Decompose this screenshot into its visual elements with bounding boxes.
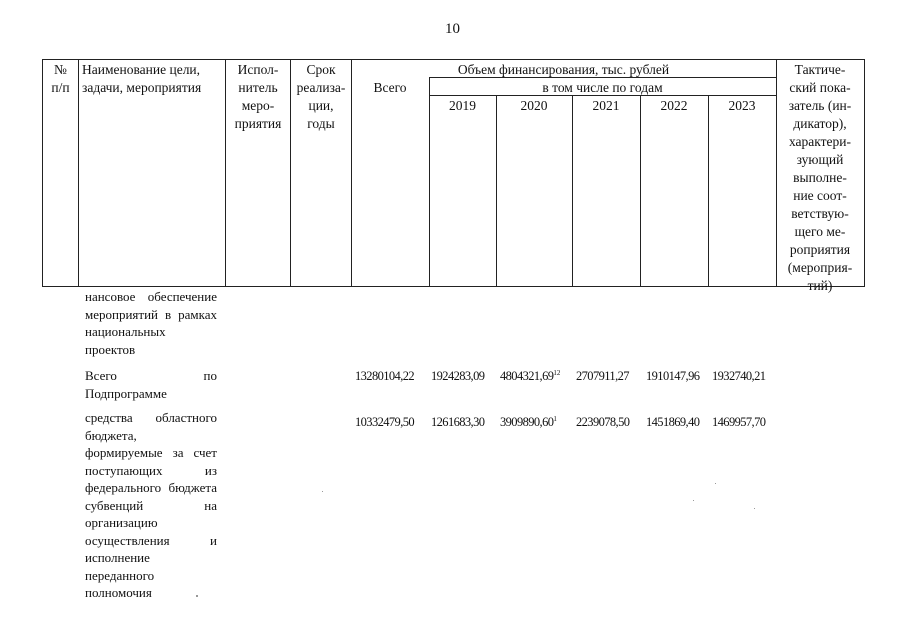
header-year-2021: 2021: [592, 98, 620, 113]
scan-speck: [754, 508, 755, 509]
scan-speck: [322, 491, 323, 492]
row-label: Всего по Подпрограмме: [85, 368, 217, 401]
cell-2019: 1261683,30: [431, 415, 485, 429]
header-period: Срок реализа- ции, годы: [296, 62, 346, 131]
cell-2020: 3909890,60$^1$: [500, 415, 557, 430]
header-funding-title: Объем финансирования, тыс. рублей: [457, 62, 670, 77]
continuation-text: нансовое обеспечение мероприятий в рамках национальных проектов: [85, 289, 217, 357]
cell-2022: 1910147,96: [646, 369, 700, 383]
footnote-marker: 1: [553, 415, 557, 423]
cell-total: 10332479,50: [355, 415, 415, 429]
scan-speck: [196, 595, 198, 597]
header-executor: Испол- нитель меро- приятия: [234, 62, 282, 131]
cell-2021: 2239078,50: [576, 415, 630, 429]
cell-2021: 2707911,27: [576, 369, 629, 383]
cell-2019: 1924283,09: [431, 369, 485, 383]
cell-2023: 1469957,70: [712, 415, 766, 429]
cell-2023: 1932740,21: [712, 369, 766, 383]
cell-2020: 4804321,69$^{12}$: [500, 369, 561, 384]
header-year-2022: 2022: [660, 98, 688, 113]
header-year-2023: 2023: [728, 98, 756, 113]
header-year-2020: 2020: [520, 98, 548, 113]
header-years-subtitle: в том числе по годам: [542, 80, 663, 95]
cell-2022: 1451869,40: [646, 415, 700, 429]
header-total: Всего: [373, 80, 407, 95]
scan-speck: [715, 483, 716, 484]
cell-total: 13280104,22: [355, 369, 415, 383]
header-number: № п/п: [51, 62, 70, 95]
header-name: Наименование цели, задачи, мероприятия: [82, 62, 202, 95]
header-year-2019: 2019: [449, 98, 476, 113]
row-label: средства областного бюджета, формируемые за счет поступающих из федерального бюджета субвенций на организацию осуществления и исполнение переданного полномочия: [85, 410, 217, 600]
page-number: 10: [445, 21, 460, 37]
scan-speck: [693, 500, 694, 501]
header-indicator: Тактиче- ский пока- затель (ин- дикатор), характери- зующий выполне- ние соот- ветствую- щего ме- роприятия (мероприя- тий): [787, 62, 853, 293]
footnote-marker: 12: [553, 369, 561, 377]
